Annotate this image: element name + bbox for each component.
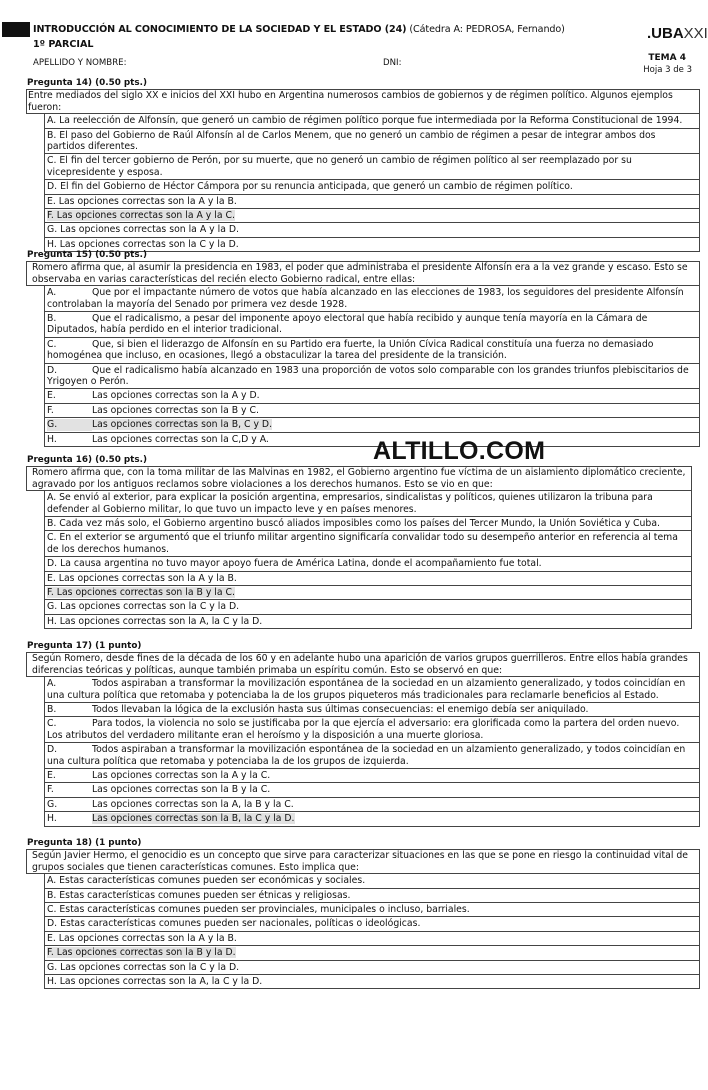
option-h[interactable]: H. Las opciones correctas son la A, la C y la D.: [45, 975, 699, 989]
option-d[interactable]: D. La causa argentina no tuvo mayor apoyo fuera de América Latina, donde el acompañamiento fue total.: [45, 557, 691, 571]
exam-type: 1º PARCIAL: [33, 39, 94, 50]
option-a[interactable]: A. Estas características comunes pueden ser económicas y sociales.: [45, 874, 699, 888]
option-c[interactable]: C. Estas características comunes pueden ser provinciales, municipales o incluso, barriales.: [45, 903, 699, 917]
option-c[interactable]: C. Para todos, la violencia no solo se justificaba por la que ejercía el adversario: era glorificada como la partera del orden nuevo. Los atributos del verdadero militante eran el heroísmo y la disposición a una muerte gloriosa.: [45, 717, 699, 743]
option-b[interactable]: B. El paso del Gobierno de Raúl Alfonsín al de Carlos Menem, que no generó un cambio de régimen a pesar de integrar ambos dos partidos diferentes.: [45, 129, 699, 155]
option-b[interactable]: B. Cada vez más solo, el Gobierno argentino buscó aliados imposibles como los países del Tercer Mundo, la Unión Soviética y Cuba.: [45, 517, 691, 531]
option-h[interactable]: H. Las opciones correctas son la C,D y A.: [45, 433, 699, 447]
option-a[interactable]: A. La reelección de Alfonsín, que generó un cambio de régimen político porque fue intermediada por la Reforma Constitucional de 1994.: [45, 114, 699, 128]
option-c[interactable]: C. En el exterior se argumentó que el triunfo militar argentino significaría convalidar todo su desempeño anterior en referencia al tema de los derechos humanos.: [45, 531, 691, 557]
option-a[interactable]: A. Todos aspiraban a transformar la movilización espontánea de la sociedad en un alzamiento generalizado, y todos coincidían en una cultura política que retomaba y potenciaba la de los grupos piqueteros más tradicionales para reclamarle beneficios al Estado.: [45, 677, 699, 703]
option-g[interactable]: G. Las opciones correctas son la C y la D.: [45, 961, 699, 975]
question-stem: Romero afirma que, con la toma militar de las Malvinas en 1982, el Gobierno argentino fue víctima de un aislamiento diplomático creciente, agravado por los antiguos reclamos sobre violaciones a los derechos humanos. Esto se vio en que:: [26, 466, 692, 491]
option-a[interactable]: A. Se envió al exterior, para explicar la posición argentina, empresarios, sindicalistas y políticos, quienes utilizaron la tribuna para defender al Gobierno militar, lo que tuvo un impacto leve y en países menores.: [45, 491, 691, 517]
question-16: [26, 455, 700, 629]
options-list: [44, 491, 692, 629]
selected-answer: Las opciones correctas son la B, la C y la D.: [92, 813, 295, 825]
question-14: [26, 78, 700, 252]
option-g[interactable]: G. Las opciones correctas son la A, la B y la C.: [45, 798, 699, 812]
question-title: Pregunta 16) (0.50 pts.): [27, 455, 147, 465]
option-f[interactable]: [45, 946, 699, 960]
option-b[interactable]: B. Estas características comunes pueden ser étnicas y religiosas.: [45, 889, 699, 903]
question-stem: Romero afirma que, al asumir la presidencia en 1983, el poder que administraba el presidente Alfonsín era a la vez grande y escaso. Esto se observaba en varias características del recién electo Gobierno radical, entre ellas:: [26, 261, 700, 286]
redaction-bar: [2, 22, 30, 37]
course-title: INTRODUCCIÓN AL CONOCIMIENTO DE LA SOCIEDAD Y EL ESTADO (24) (Cátedra A: PEDROSA, Fernando): [33, 24, 565, 35]
question-stem: Según Romero, desde fines de la década de los 60 y en adelante hubo una aparición de varios grupos guerrilleros. Entre ellos había grandes diferencias teóricas y políticas, aunque también primaba un espíritu común. Esto se observó en que:: [26, 652, 700, 677]
options-list: [44, 677, 700, 826]
question-17: [26, 641, 700, 827]
option-g[interactable]: G. Las opciones correctas son la B, C y D.: [45, 418, 699, 432]
option-c[interactable]: C. El fin del tercer gobierno de Perón, por su muerte, que no generó un cambio de régimen político al ser reemplazado por su vicepresidente y esposa.: [45, 154, 699, 180]
option-e[interactable]: E. Las opciones correctas son la A y la C.: [45, 769, 699, 783]
option-d[interactable]: D. Que el radicalismo había alcanzado en 1983 una proporción de votos solo comparable con los grandes triunfos plebiscitarios de Yrigoyen o Perón.: [45, 364, 699, 390]
selected-answer: F. Las opciones correctas son la A y la C.: [47, 210, 235, 222]
option-g[interactable]: G. Las opciones correctas son la C y la D.: [45, 600, 691, 614]
options-list: [44, 286, 700, 447]
selected-answer: Las opciones correctas son la B, C y D.: [92, 419, 273, 431]
question-stem: Entre mediados del siglo XX e inicios del XXI hubo en Argentina numerosos cambios de gobiernos y de régimen político. Algunos ejemplos fueron:: [26, 89, 700, 114]
option-f[interactable]: [45, 209, 699, 223]
option-d[interactable]: D. El fin del Gobierno de Héctor Cámpora por su renuncia anticipada, que generó un cambio de régimen político.: [45, 180, 699, 194]
apellido-label: APELLIDO Y NOMBRE:: [33, 58, 127, 68]
question-title: Pregunta 15) (0.50 pts.): [27, 250, 147, 260]
options-list: [44, 114, 700, 252]
option-e[interactable]: E. Las opciones correctas son la A y la B.: [45, 572, 691, 586]
tema-label: TEMA 4: [648, 53, 686, 63]
option-e[interactable]: E. Las opciones correctas son la A y D.: [45, 389, 699, 403]
dni-label: DNI:: [383, 58, 402, 68]
page-number: Hoja 3 de 3: [643, 65, 692, 75]
option-d[interactable]: D. Todos aspiraban a transformar la movilización espontánea de la sociedad en un alzamiento generalizado, y todos coincidían en una cultura política que retomaba y potenciaba la de los grupos de izquierda.: [45, 743, 699, 769]
option-a[interactable]: A. Que por el impactante número de votos que había alcanzado en las elecciones de 1983, los seguidores del presidente Alfonsín controlaban la mayoría del Senado por primera vez desde 1928.: [45, 286, 699, 312]
uba-xxi-logo: .UBAXXI: [647, 25, 708, 42]
question-18: [26, 838, 700, 989]
option-h[interactable]: H. Las opciones correctas son la C y la D.: [45, 238, 699, 252]
option-d[interactable]: D. Estas características comunes pueden ser nacionales, políticas o ideológicas.: [45, 917, 699, 931]
options-list: [44, 874, 700, 989]
option-e[interactable]: E. Las opciones correctas son la A y la B.: [45, 195, 699, 209]
selected-answer: F. Las opciones correctas son la B y la D.: [47, 947, 236, 959]
option-h[interactable]: H. Las opciones correctas son la A, la C y la D.: [45, 615, 691, 629]
option-b[interactable]: B. Todos llevaban la lógica de la exclusión hasta sus últimas consecuencias: el enemigo debía ser aniquilado.: [45, 703, 699, 717]
question-15: [26, 250, 700, 447]
option-f[interactable]: F. Las opciones correctas son la B y C.: [45, 404, 699, 418]
option-g[interactable]: G. Las opciones correctas son la A y la D.: [45, 223, 699, 237]
option-h[interactable]: H. Las opciones correctas son la B, la C y la D.: [45, 812, 699, 826]
option-b[interactable]: B. Que el radicalismo, a pesar del imponente apoyo electoral que había recibido y aunque tenía mayoría en la Cámara de Diputados, había perdido en el interior tradicional.: [45, 312, 699, 338]
option-f[interactable]: [45, 586, 691, 600]
question-title: Pregunta 14) (0.50 pts.): [27, 78, 147, 88]
watermark: ALTILLO.COM: [373, 437, 546, 465]
question-title: Pregunta 18) (1 punto): [27, 838, 142, 848]
selected-answer: F. Las opciones correctas son la B y la C.: [47, 587, 235, 599]
question-stem: Según Javier Hermo, el genocidio es un concepto que sirve para caracterizar situaciones en las que se pone en riesgo la continuidad vital de grupos sociales que tienen características comunes. Esto implica que:: [26, 849, 700, 874]
question-title: Pregunta 17) (1 punto): [27, 641, 142, 651]
option-e[interactable]: E. Las opciones correctas son la A y la B.: [45, 932, 699, 946]
option-f[interactable]: F. Las opciones correctas son la B y la C.: [45, 783, 699, 797]
option-c[interactable]: C. Que, si bien el liderazgo de Alfonsín en su Partido era fuerte, la Unión Cívica Radical constituía una fuerza no demasiado homogénea que incluso, en ocasiones, llegó a obstaculizar la tarea del presidente de la transición.: [45, 338, 699, 364]
